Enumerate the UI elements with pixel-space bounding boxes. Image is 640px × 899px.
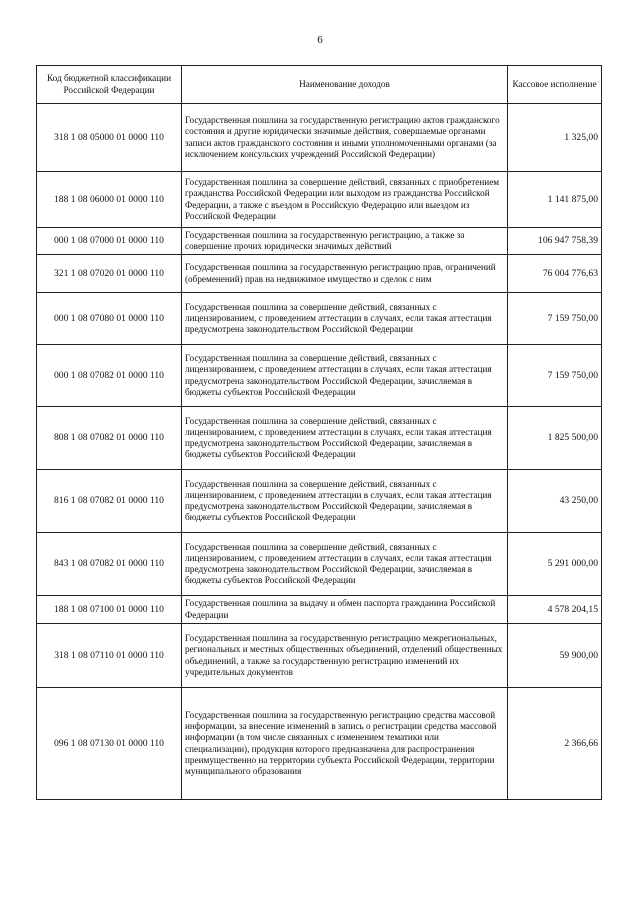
row-code: 000 1 08 07082 01 0000 110	[37, 345, 182, 407]
table-row	[37, 228, 602, 255]
row-name: Государственная пошлина за государственную регистрацию межрегиональных, региональных и местных общественных объединений, отделений общественных объединений, а также за государственную регистрацию изменений их учредительных документов	[182, 624, 508, 688]
table-row	[37, 293, 602, 345]
row-code: 321 1 08 07020 01 0000 110	[37, 255, 182, 293]
row-name: Государственная пошлина за государственную регистрацию, а также за совершение прочих юридически значимых действий	[182, 228, 508, 255]
header-code: Код бюджетной классификации Российской Федерации	[37, 66, 182, 104]
row-code: 188 1 08 06000 01 0000 110	[37, 172, 182, 228]
table-row	[37, 470, 602, 533]
row-name: Государственная пошлина за государственную регистрацию прав, ограничений (обременений) прав на недвижимое имущество и сделок с ним	[182, 255, 508, 293]
table-row	[37, 407, 602, 470]
table-header-row	[37, 66, 602, 104]
row-name: Государственная пошлина за совершение действий, связанных с приобретением гражданства Российской Федерации или выходом из гражданства Российской Федерации, а также с въездом в Российскую Федерацию или выездом из Российской Федерации	[182, 172, 508, 228]
table-row	[37, 533, 602, 596]
row-code: 096 1 08 07130 01 0000 110	[37, 688, 182, 800]
row-amount: 43 250,00	[508, 470, 602, 533]
row-code: 318 1 08 07110 01 0000 110	[37, 624, 182, 688]
row-amount: 4 578 204,15	[508, 596, 602, 624]
row-amount: 5 291 000,00	[508, 533, 602, 596]
row-code: 000 1 08 07080 01 0000 110	[37, 293, 182, 345]
row-name: Государственная пошлина за совершение действий, связанных с лицензированием, с проведением аттестации в случаях, если такая аттестация предусмотрена законодательством Российской Федерации, зачисляемая в бюджеты субъектов Российской Федерации	[182, 470, 508, 533]
table-row	[37, 255, 602, 293]
row-code: 843 1 08 07082 01 0000 110	[37, 533, 182, 596]
row-name: Государственная пошлина за совершение действий, связанных с лицензированием, с проведением аттестации в случаях, если такая аттестация предусмотрена законодательством Российской Федерации	[182, 293, 508, 345]
table-row	[37, 624, 602, 688]
row-amount: 7 159 750,00	[508, 345, 602, 407]
row-amount: 1 825 500,00	[508, 407, 602, 470]
row-amount: 76 004 776,63	[508, 255, 602, 293]
table-row	[37, 104, 602, 172]
table-row	[37, 688, 602, 800]
row-name: Государственная пошлина за совершение действий, связанных с лицензированием, с проведением аттестации в случаях, если такая аттестация предусмотрена законодательством Российской Федерации, зачисляемая в бюджеты субъектов Российской Федерации	[182, 533, 508, 596]
header-name: Наименование доходов	[182, 66, 508, 104]
row-name: Государственная пошлина за совершение действий, связанных с лицензированием, с проведением аттестации в случаях, если такая аттестация предусмотрена законодательством Российской Федерации, зачисляемая в бюджеты субъектов Российской Федерации	[182, 345, 508, 407]
row-name: Государственная пошлина за государственную регистрацию средства массовой информации, за внесение изменений в запись о регистрации средства массовой информации (в том числе связанных с изменением тематики или специализации), продукция которого предназначена для распространения преимущественно на территории субъекта Российской Федерации, территории муниципального образования	[182, 688, 508, 800]
row-code: 318 1 08 05000 01 0000 110	[37, 104, 182, 172]
row-code: 000 1 08 07000 01 0000 110	[37, 228, 182, 255]
row-code: 816 1 08 07082 01 0000 110	[37, 470, 182, 533]
row-code: 808 1 08 07082 01 0000 110	[37, 407, 182, 470]
page-number: 6	[317, 34, 323, 46]
row-amount: 7 159 750,00	[508, 293, 602, 345]
row-code: 188 1 08 07100 01 0000 110	[37, 596, 182, 624]
row-name: Государственная пошлина за выдачу и обмен паспорта гражданина Российской Федерации	[182, 596, 508, 624]
table-row	[37, 345, 602, 407]
row-name: Государственная пошлина за совершение действий, связанных с лицензированием, с проведением аттестации в случаях, если такая аттестация предусмотрена законодательством Российской Федерации, зачисляемая в бюджеты субъектов Российской Федерации	[182, 407, 508, 470]
row-amount: 1 141 875,00	[508, 172, 602, 228]
table-row	[37, 172, 602, 228]
table-row	[37, 596, 602, 624]
row-amount: 59 900,00	[508, 624, 602, 688]
row-amount: 1 325,00	[508, 104, 602, 172]
row-amount: 106 947 758,39	[508, 228, 602, 255]
row-amount: 2 366,66	[508, 688, 602, 800]
row-name: Государственная пошлина за государственную регистрацию актов гражданского состояния и другие юридически значимые действия, совершаемые органами записи актов гражданского состояния и иными уполномоченными органами (за исключением консульских учреждений Российской Федерации)	[182, 104, 508, 172]
revenue-table	[36, 65, 602, 800]
header-amount: Кассовое исполнение	[508, 66, 602, 104]
